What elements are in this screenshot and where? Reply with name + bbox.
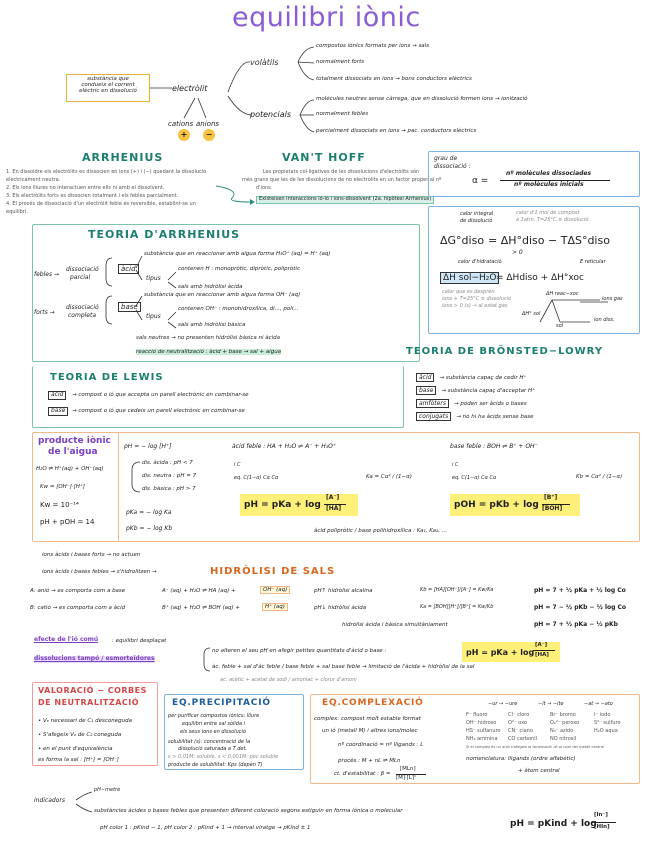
volatils-item: normalment forts (316, 59, 365, 65)
ka-expression: Ka = Cα² / (1−α) (366, 474, 412, 480)
hidrolisi-sim-ph: pH = 7 + ½ pKa − ½ pKb (534, 621, 618, 628)
bronsted-key: amfòters (416, 399, 449, 408)
electrolit-def-line: condueix el corrent (81, 82, 135, 88)
hsol-eq-a: ΔH sol−H₂O (440, 272, 499, 284)
precipitacio-line: dissolució saturada a T det. (178, 746, 248, 752)
grau-numerator: nº molècules dissociades (506, 170, 592, 177)
base-ice-row: eq. C(1−α) Cα Cα (452, 475, 497, 481)
hh-acid-den: [HA] (326, 505, 342, 512)
complexacio-title: EQ.COMPLEXACIÓ (322, 698, 424, 708)
gibbs-eq-a: ΔG°diso (440, 234, 485, 247)
arrhenius-title: ARRHENIUS (82, 151, 164, 164)
tampo-hh: pH = pKa + log (466, 648, 535, 657)
base-feble-eq: base feble : BOH ⇌ B⁺ + OH⁻ (450, 443, 538, 450)
acid-label: àcid (118, 264, 139, 274)
tampo-line: no alteren el seu pH en afegir petites quantitats d'àcid o base : (212, 648, 387, 654)
beta-den: [M]·[L]ⁿ (396, 775, 417, 781)
grau-denominator: nº molècules inicials (514, 181, 584, 188)
gibbs-eq-c: > 0 (512, 249, 523, 256)
kw-value: Kw = 10⁻¹⁴ (40, 501, 79, 509)
volatils-item: totalment dissociats en ions → bons conductors elèctrics (316, 76, 472, 82)
minus-icon: − (203, 129, 215, 141)
precipitacio-line: per purificar compostos iònics: lliure (168, 713, 260, 719)
cycle-left-label: ΔH° sol (522, 311, 541, 317)
bronsted-title: TEORIA DE BRÖNSTED−LOWRY (406, 346, 604, 357)
bronsted-val: → no hi ha àcids sense base (456, 414, 534, 420)
base-definition: substància que en reaccionar amb aigua forma OH⁻ (aq) (144, 292, 301, 298)
ligand-table-head: −at → −ato (584, 701, 613, 707)
electrolit-def-line: substància que (87, 76, 129, 82)
hidrolisi-a-eq: A⁻ (aq) + H₂O ⇌ HA (aq) + (162, 588, 236, 594)
complexacio-line: complex: compost molt estable format (314, 716, 421, 722)
ligand-cell: N₃⁻ azido (550, 728, 574, 734)
producte-title: de l'aigua (48, 447, 98, 457)
base-ice-row: i C (452, 462, 459, 468)
tampo-hh-num: [A⁻] (535, 642, 548, 648)
acid-tipus-item: sals amb hidròlisi àcida (178, 284, 243, 290)
lewis-title: TEORIA DE LEWIS (50, 372, 164, 383)
hidrolisi-b-eq: B⁺ (aq) + H₂O ⇌ BOH (aq) + (162, 605, 240, 611)
precipitacio-line: els seus ions en dissolució (180, 729, 246, 735)
hh-acid-num: [A⁻] (326, 494, 340, 501)
bronsted-val: → poden ser àcids o bases (454, 401, 527, 407)
thermo-note-top: calor d'1 mol de compost (516, 210, 580, 216)
precipitacio-line: solubilitat (s): concentració de la (168, 739, 251, 745)
grau-alpha: α = (472, 176, 489, 186)
ligand-cell: Br⁻ bromo (550, 712, 576, 718)
ligand-cell: F⁻ fluoro (466, 712, 488, 718)
acid-ice-row: eq. C(1−α) Cα Cα (234, 475, 279, 481)
tampo-line: àc. feble + sal d'àc feble / base feble + sal base feble → limitació de l'àcida + hidròlisi de la sal (212, 664, 475, 670)
anions-label: anions (196, 120, 220, 128)
cycle-mid-label: sol (556, 323, 564, 329)
precipitacio-line: s > 0,01M: soluble, s < 0,001M: poc soluble (168, 754, 279, 760)
potencials-item: normalment febles (316, 111, 369, 117)
lewis-base-def: → compost o ió que cedeix un parell electrònic en combinar-se (72, 408, 245, 414)
electrolit-label: electròlit (172, 84, 208, 93)
potencials-item: molècules neutres sense càrrega, que en dissolució formen ions → ionització (316, 96, 528, 102)
hidrolisi-sim: hidròlisi àcida i bàsica simultàniament (342, 622, 448, 628)
kb-expression: Kb = Cα² / (1−α) (576, 474, 623, 480)
ligand-table-head: −it → −ite (538, 701, 564, 707)
base-tipus-item: contenen OH⁻ : monohidroxílica, di..., poli... (178, 306, 299, 312)
hh-base-den: [BOH] (542, 505, 563, 512)
dis-item: dis. bàsica : pH > 7 (142, 486, 196, 492)
valoracio-title: DE NEUTRALITZACIÓ (38, 698, 140, 707)
ligand-cell: NH₃ ammina (466, 736, 498, 742)
dis-item: dis. neutra : pH = 7 (142, 473, 197, 479)
grau-label: dissociació : (434, 163, 471, 170)
dis-item: dis. àcida : pH < 7 (142, 460, 193, 466)
hidrolisi-b-label: B: catió → es comporta com a àcid (30, 605, 126, 611)
complexacio-line: nº coordinació = nº lligands : L (338, 742, 424, 748)
lewis-acid-def: → compost o ió que accepta un parell electrònic en combinar-se (72, 392, 249, 398)
ligand-cell: CO carbonil (508, 736, 538, 742)
ligand-cell: S²⁻ sulfuro (594, 720, 621, 726)
arrhenius-item: elèctricament neutra. (6, 177, 61, 183)
febles-label: febles → (34, 271, 60, 278)
ligand-cell: CN⁻ ciano (508, 728, 533, 734)
ligand-cell: H₂O aqua (594, 728, 618, 734)
bronsted-key: base (416, 386, 436, 395)
cycle-right-label: ion diss. (594, 317, 615, 323)
hsol-eq-b: = ΔHdiso + ΔH°xoc (496, 273, 584, 283)
thermo-note-bottom: ions + T=25°C ≡ dissolució (442, 296, 512, 302)
vanthoff-line: d'ions. (256, 185, 273, 191)
hidrolisi-a-k: Kb = [HA][OH⁻]/[A⁻] = Kw/Ka (420, 587, 494, 593)
hidrolisi-a-result: pH↑ hidròlisi alcalina (314, 588, 373, 594)
ligand-cell: NO nitrosil (550, 736, 577, 742)
ligand-cell: O₂²⁻ peroxo (550, 720, 580, 726)
hh-acid: pH = pKa + log (244, 500, 321, 510)
gibbs-eq-b: = ΔH°diso − TΔS°diso (488, 234, 610, 247)
hidrolisi-b-k: Ka = [BOH][H⁺]/[B⁺] = Kw/Kb (420, 604, 494, 610)
bronsted-val: → substància capaç de cedir H⁺ (439, 375, 527, 381)
cations-label: cations (168, 120, 194, 128)
teoria-arrhenius-title: TEORIA D'ARRHENIUS (88, 228, 241, 241)
thermo-note-bottom: calor que es desprèn (442, 289, 495, 295)
poliprotic-note: àcid polipròtic / base polihidroxílica : Ka₁, Ka₂, ... (314, 528, 447, 534)
ligand-cell: I⁻ iodo (594, 712, 611, 718)
indicadors-hh-bar (592, 822, 616, 823)
grau-label: grau de (434, 155, 458, 162)
neutralitzacio: reacció de neutralització : àcid + base → sal + aigua (136, 349, 282, 355)
vanthoff-title: VAN'T HOFF (282, 151, 366, 164)
hh-base: pOH = pKb + log (454, 500, 539, 510)
base-tipus-item: sals amb hidròlisi bàsica (178, 322, 246, 328)
valoracio-item: • Vₑ necessari de C₁ desconeguda (38, 718, 132, 724)
precipitacio-line: producte de solubilitat: Kps (depèn T) (168, 762, 263, 768)
complexacio-line: un ió (metall M) i altres ions/molec (322, 728, 418, 734)
hidrolisi-a-ph: pH = 7 + ½ pKa + ½ log Co (534, 587, 626, 594)
tampo-line: ac. acètic + acetat de sodi / amoníac + clorur d'amoni (220, 677, 357, 683)
ligand-table-head: −ur → −ure (488, 701, 518, 707)
comu-title-b: : equilibri desplaçat (112, 638, 167, 644)
page-title: equilibri iònic (232, 2, 421, 33)
indicadors-def: substàncies àcides o bases febles que presenten diferent coloració segons estiguin en forma iònica o molecular (94, 808, 403, 814)
valoracio-item: • en el punt d'equivalència (38, 746, 113, 752)
water-eq: H₂O ⇌ H⁺(aq) + OH⁻(aq) (36, 466, 104, 472)
complexacio-line: + àtom central (518, 768, 560, 774)
tampo-title: dissolucions tampó / esmorteïdores (34, 655, 155, 662)
arrhenius-item: 3. Els electròlits forts es dissocien totalment i els febles parcialment. (6, 193, 179, 199)
hidrolisi-b-ph: pH = 7 − ½ pKb − ½ log Co (534, 604, 627, 611)
ligand-cell: O²⁻ oxo (508, 720, 527, 726)
indicadors-label: indicadors (34, 797, 65, 804)
hidrolisi-a-label: A: anió → es comporta com a base (30, 588, 126, 594)
bronsted-key: àcid (416, 373, 434, 382)
beta-num: [MLn] (400, 766, 416, 772)
valoracio-item: es forma la sal : [H⁺] = [OH⁻] (38, 757, 119, 763)
bronsted-val: → substància capaç d'acceptar H⁺ (441, 388, 536, 394)
arrhenius-item: equilibri. (6, 209, 28, 215)
precipitacio-line: equilibri entre sal sòlida i (182, 721, 246, 727)
vanthoff-line: Existeixen interaccions ió-ió i ions-dissolvent (2a. hipòtesi Arrhenius) (256, 196, 434, 204)
indicadors-hh: pH = pKind + log (510, 819, 597, 829)
calor-integral-label: de dissolució (460, 218, 493, 224)
base-label: base (118, 302, 141, 312)
ph-definition: pH = − log [H⁺] (124, 443, 172, 450)
precipitacio-title: EQ.PRECIPITACIÓ (172, 698, 271, 708)
dissociacio-completa: completa (68, 312, 97, 319)
valoracio-title: VALORACIÓ − CORBES (38, 686, 147, 695)
hh-base-num: [B⁺] (544, 494, 558, 501)
acid-ice-row: i C (234, 462, 241, 468)
dissociacio-parcial: dissociació (66, 266, 99, 273)
calor-integral-label: calor integral (460, 211, 494, 217)
indicadors-hh-den: [HIn] (594, 824, 610, 830)
sals-neutres: sals neutres → no presenten hidròlisi bàsica ni àcida (136, 335, 281, 341)
acid-tipus-item: contenen H : monopròtic, dipròtic, polipròtic (178, 266, 300, 272)
kw-def: Kw = [OH⁻]·[H⁺] (40, 484, 85, 490)
base-tipus-label: tipus (146, 313, 161, 320)
arrhenius-item: 2. Els ions lliures no interactuen entre ells ni amb el dissolvent. (6, 185, 165, 191)
ph-metre-label: pH−metre (94, 787, 121, 793)
comu-title: efecte de l'ió comú (34, 636, 99, 643)
pkb-def: pKb = − log Kb (126, 525, 173, 532)
vanthoff-line: Les propietats col·ligatives de les dissolucions d'electròlits són (262, 169, 420, 175)
complexacio-line: ct. d'estabilitat : β = (334, 771, 391, 777)
cycle-ions-label: ions gas (602, 296, 623, 302)
complexacio-line: nomenclatura: lligands (ordre alfabètic) (466, 756, 576, 762)
ph-poh-sum: pH + pOH = 14 (40, 518, 95, 526)
pka-def: pKa = − log Ka (126, 509, 172, 516)
potencials-label: potencials (250, 110, 292, 119)
ligand-cell: HS⁻ sulfanuro (466, 728, 501, 734)
arrhenius-item: 1. En dissoldre els electròlits es dissocien en ions (+) i (−) quedant la dissolució (6, 169, 207, 175)
hidrolisi-b-box: H⁺ (aq) (262, 603, 288, 611)
hidrolisi-b-result: pH↓ hidròlisi àcida (314, 605, 367, 611)
cycle-top-label: ΔH reac−xoc (546, 291, 579, 297)
potencials-item: parcialment dissociats en ions → pac. conductors elèctrics (316, 128, 477, 134)
valoracio-item: • S'afegeix Vₐ de C₂ coneguda (38, 732, 122, 738)
bronsted-key: conjugats (416, 412, 451, 421)
indicadors-hh-num: [In⁻] (594, 812, 608, 818)
thermo-note-top: a 1atm, T=25°C ≡ dissolució (516, 217, 589, 223)
dissociacio-parcial: parcial (70, 274, 91, 281)
acid-feble-eq: àcid feble : HA + H₂O ⇌ A⁻ + H₃O⁺ (232, 443, 337, 450)
calor-hidratacio-label: calor d'hidratació (458, 259, 502, 265)
ligand-cell: Cl⁻ cloro (508, 712, 530, 718)
hidrolisi-title: HIDRÒLISI DE SALS (210, 566, 336, 577)
e-reticular-label: E reticular (580, 259, 606, 265)
plus-icon: + (178, 129, 190, 141)
acid-tipus-label: tipus (146, 275, 161, 282)
hidrolisi-line: ions àcids i bases febles → s'hidrolitzen → (42, 569, 157, 575)
ligand-note: Si el complex és un anió s'afegeix la terminació -at al nom del metall central (466, 745, 605, 749)
hidrolisi-line: ions àcids i bases forts → no actuen (42, 552, 141, 558)
vanthoff-line: més grans que les de les dissolucions de no electròlits en un factor proper al nº (242, 177, 442, 183)
arrhenius-item: 4. El procés de dissociació d'un electròlit feble és reversible, establint-se un (6, 201, 196, 207)
forts-label: forts → (34, 309, 55, 316)
thermo-note-bottom: ions > 0 (s) → al estat gas (442, 303, 508, 309)
lewis-acid-label: àcid (48, 391, 66, 400)
lewis-base-label: base (48, 407, 68, 416)
volatils-item: compostos iònics formats per ions → sals (316, 43, 430, 49)
tampo-hh-den: [HA] (535, 652, 549, 658)
volatils-label: volàtils (250, 58, 279, 67)
dissociacio-completa: dissociació (66, 304, 99, 311)
complexacio-line: procés : M + nL ⇌ MLn (338, 758, 401, 764)
hidrolisi-a-box: OH⁻ (aq) (260, 586, 290, 594)
ligand-cell: OH⁻ hidroxo (466, 720, 497, 726)
acid-definition: substància que en reaccionar amb aigua forma H₃O⁺ (aq) = H⁺ (aq) (144, 251, 331, 257)
producte-title: producte iònic (38, 436, 111, 446)
indicadors-color: pH color 1 : pKind − 1, pH color 2 : pKind + 1 → interval viratge → pKind ± 1 (100, 825, 311, 831)
electrolit-def-line: elèctric en dissolució (79, 88, 137, 94)
